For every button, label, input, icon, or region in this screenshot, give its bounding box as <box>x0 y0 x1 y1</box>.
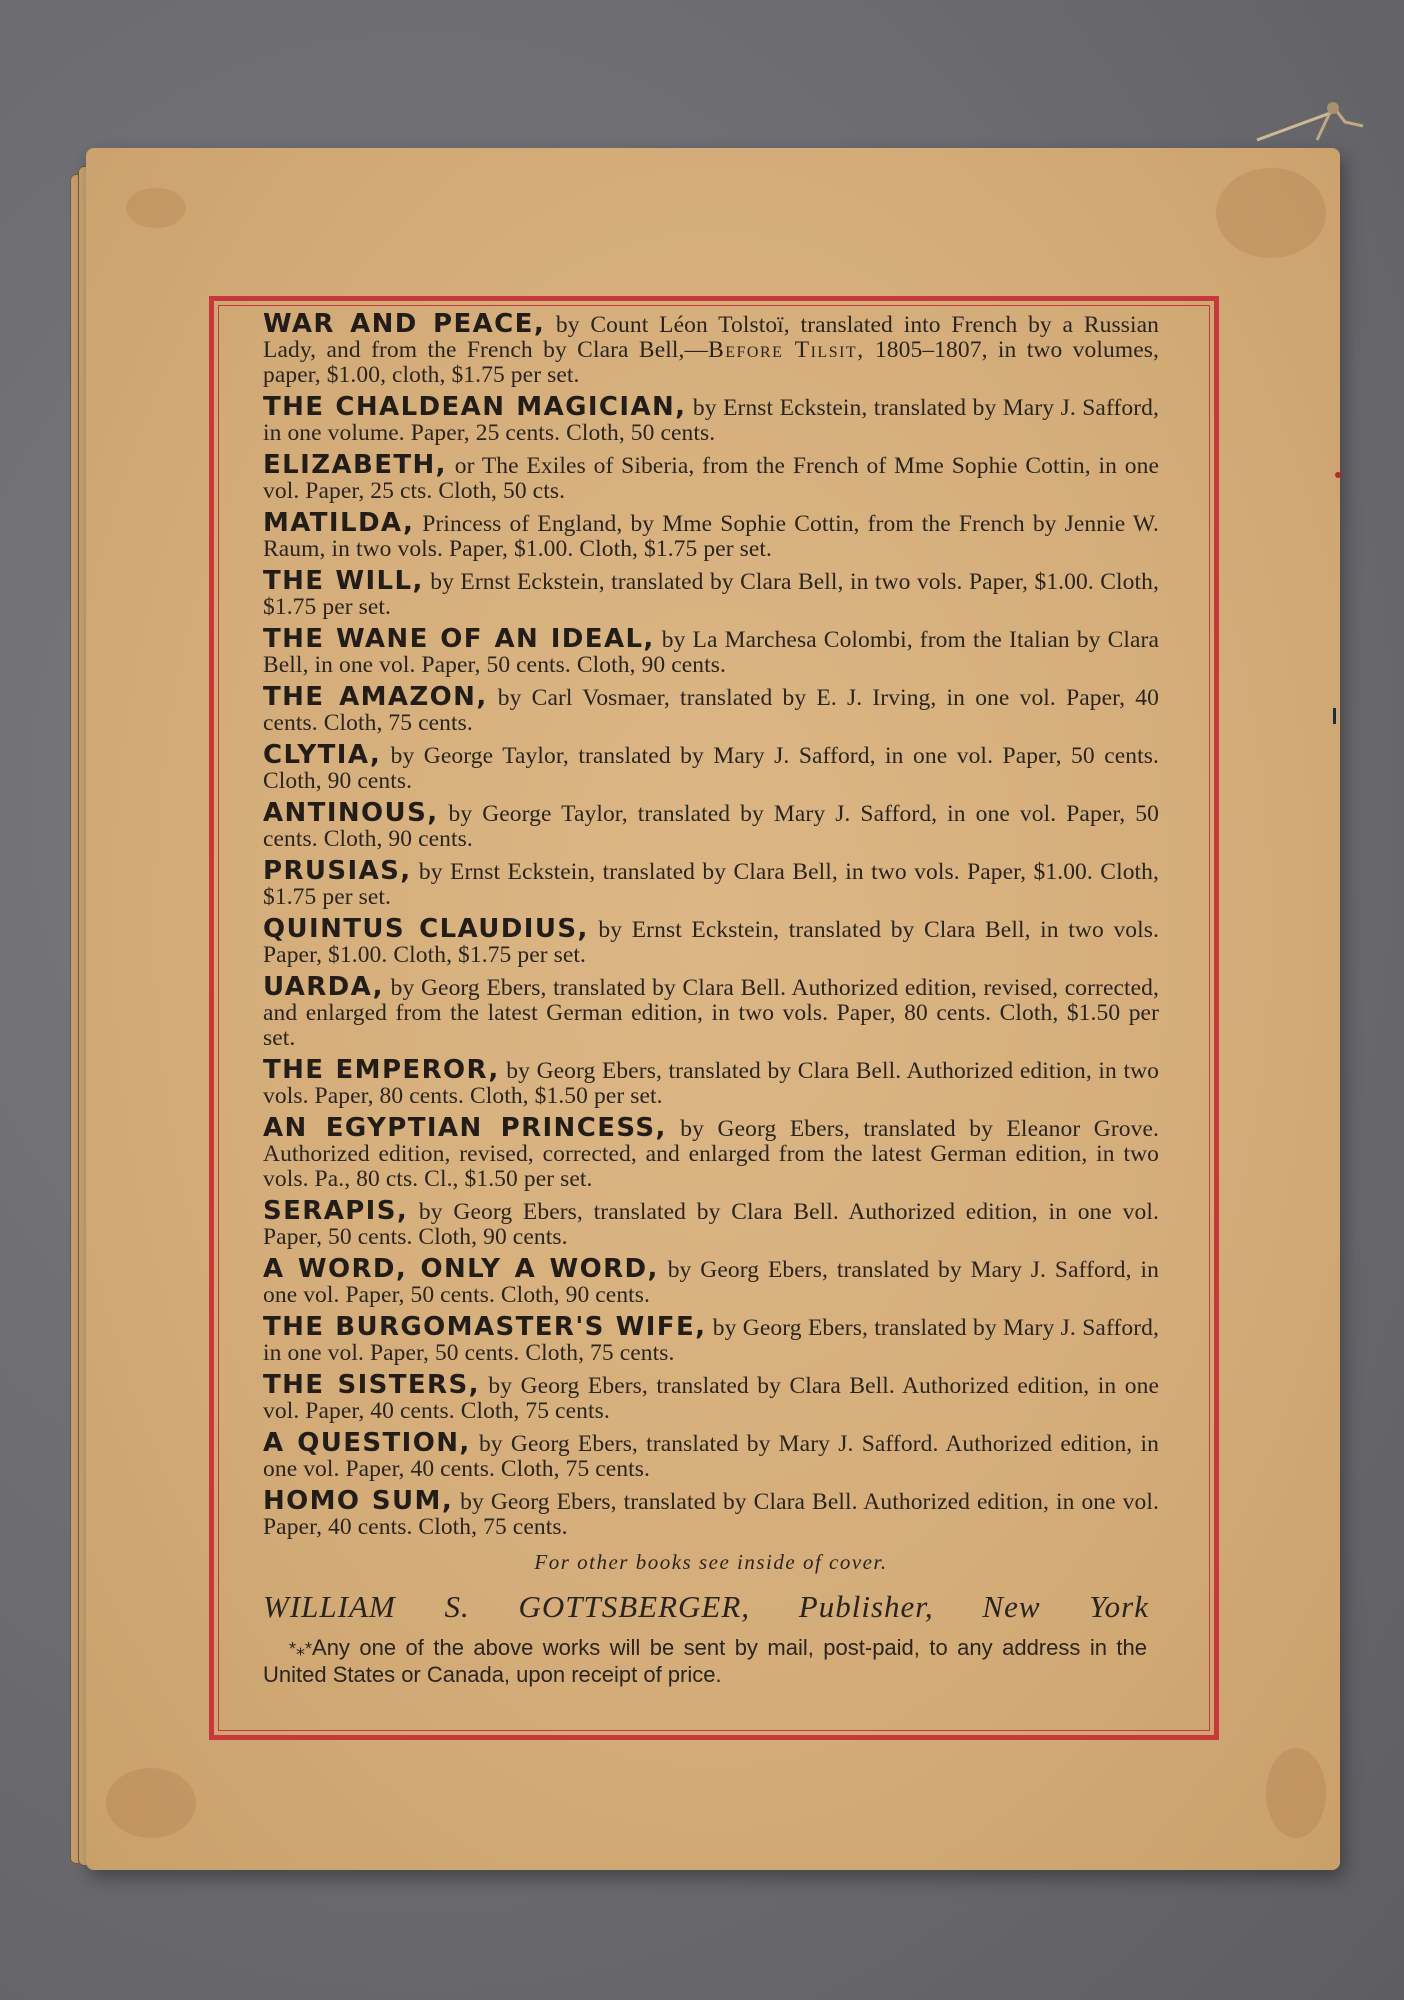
mail-note-text: Any one of the above works will be sent by mail, post-paid, to any address in the United States or Canada, upon receipt of price. <box>263 1635 1147 1687</box>
book-title: ANTINOUS, <box>263 798 439 828</box>
book-description: by Count Léon Tolstoï, translated into French by a Russian Lady, and from the French by Clara Bell,— <box>263 312 1159 363</box>
book-description: by Georg Ebers, translated by Mary J. Safford. Authorized edition, in one vol. Paper, 40 cents. Cloth, 75 cents. <box>263 1431 1159 1482</box>
paper-stain <box>106 1768 196 1838</box>
book-description: by George Taylor, translated by Mary J. Safford, in one vol. Paper, 50 cents. Cloth, 90 cents. <box>263 743 1159 794</box>
book-description: by Georg Ebers, translated by Clara Bell. Authorized edition, revised, corrected, and enlarged from the latest German edition, in two vols. Paper, 80 cents. Cloth, $1.50 per set. <box>263 975 1159 1051</box>
book-entry <box>263 1055 1160 1109</box>
book-title: THE AMAZON, <box>263 682 488 712</box>
red-speck <box>1335 472 1341 478</box>
book-description: by Ernst Eckstein, translated by Mary J. Safford, in one volume. Paper, 25 cents. Cloth, 50 cents. <box>263 395 1159 446</box>
ink-mark <box>1333 708 1336 724</box>
book-title: CLYTIA, <box>263 740 382 770</box>
book-title: MATILDA, <box>263 508 415 538</box>
asterism-icon: *⁎* <box>289 1639 313 1659</box>
book-description: by Ernst Eckstein, translated by Clara Bell, in two vols. Paper, $1.00. Cloth, $1.75 per set. <box>263 569 1159 620</box>
book-title: A WORD, ONLY A WORD, <box>263 1254 659 1284</box>
book-description: by Georg Ebers, translated by Clara Bell. Authorized edition, in one vol. Paper, 50 cents. Cloth, 90 cents. <box>263 1199 1159 1250</box>
book-title: AN EGYPTIAN PRINCESS, <box>263 1113 667 1143</box>
binding-string-icon <box>1255 92 1365 142</box>
mail-order-note <box>263 1635 1159 1687</box>
book-title: THE EMPEROR, <box>263 1055 500 1085</box>
book-entry <box>263 508 1159 562</box>
book-title: ELIZABETH, <box>263 450 447 480</box>
book-description: by Georg Ebers, translated by Clara Bell. Authorized edition, in two vols. Paper, 80 cents. Cloth, $1.50 per set. <box>263 1058 1160 1109</box>
book-entry <box>263 1428 1159 1482</box>
paper-stain <box>126 188 186 228</box>
book-price-details: 1805–1807, in two volumes, paper, $1.00, cloth, $1.75 per set. <box>263 337 1159 388</box>
book-entry <box>263 1254 1159 1308</box>
book-entry <box>263 1486 1159 1540</box>
other-books-note: For other books see inside of cover. <box>534 1550 888 1574</box>
entries-container <box>263 309 1160 1540</box>
book-description: by Ernst Eckstein, translated by Clara Bell, in two vols. Paper, $1.00. Cloth, $1.75 per set. <box>263 859 1159 910</box>
book-entry <box>263 682 1159 736</box>
book-title: HOMO SUM, <box>263 1486 454 1516</box>
publisher-line: WILLIAM S. GOTTSBERGER, Publisher, New York <box>263 1589 1149 1624</box>
book-entry <box>263 309 1159 388</box>
book-title: THE CHALDEAN MAGICIAN, <box>263 392 687 422</box>
book-entry <box>263 450 1159 504</box>
book-entry <box>263 1370 1159 1424</box>
book-title: THE SISTERS, <box>263 1370 480 1400</box>
book-entry <box>263 566 1159 620</box>
book-title: THE WILL, <box>263 566 424 596</box>
book-advertisement-list <box>263 309 1160 1687</box>
book-description: by Ernst Eckstein, translated by Clara Bell, in two vols. Paper, $1.00. Cloth, $1.75 per set. <box>263 917 1159 968</box>
book-entry <box>263 624 1159 678</box>
book-description: by Carl Vosmaer, translated by E. J. Irving, in one vol. Paper, 40 cents. Cloth, 75 cents. <box>263 685 1159 736</box>
book-title: WAR AND PEACE, <box>263 309 546 339</box>
book-entry <box>263 392 1159 446</box>
book-description: by La Marchesa Colombi, from the Italian by Clara Bell, in one vol. Paper, 50 cents. Cloth, 90 cents. <box>263 627 1159 678</box>
book-title: SERAPIS, <box>263 1196 409 1226</box>
book-subtitle: Before Tilsit, <box>708 337 865 363</box>
book-title: QUINTUS CLAUDIUS, <box>263 914 589 944</box>
book-entry <box>263 972 1159 1051</box>
book-description: by Georg Ebers, translated by Clara Bell. Authorized edition, in one vol. Paper, 40 cents. Cloth, 75 cents. <box>263 1373 1159 1424</box>
book-entry <box>263 1312 1159 1366</box>
book-description: or The Exiles of Siberia, from the French of Mme Sophie Cottin, in one vol. Paper, 25 cts. Cloth, 50 cts. <box>263 453 1159 504</box>
book-entry <box>263 1196 1159 1250</box>
book-title: THE BURGOMASTER'S WIFE, <box>263 1312 707 1342</box>
book-title: UARDA, <box>263 972 384 1002</box>
book-entry <box>263 1113 1159 1192</box>
book-title: THE WANE OF AN IDEAL, <box>263 624 655 654</box>
book-description: by George Taylor, translated by Mary J. Safford, in one vol. Paper, 50 cents. Cloth, 90 cents. <box>263 801 1159 852</box>
book-entry <box>263 740 1159 794</box>
book-title: A QUESTION, <box>263 1428 471 1458</box>
book-description: by Georg Ebers, translated by Mary J. Safford, in one vol. Paper, 50 cents. Cloth, 75 cents. <box>263 1315 1159 1366</box>
book-description: by Georg Ebers, translated by Clara Bell. Authorized edition, in one vol. Paper, 40 cents. Cloth, 75 cents. <box>263 1489 1159 1540</box>
book-entry <box>263 856 1159 910</box>
book-entry <box>263 798 1159 852</box>
paper-stain <box>1266 1748 1326 1838</box>
book-description: by Georg Ebers, translated by Mary J. Safford, in one vol. Paper, 50 cents. Cloth, 90 cents. <box>263 1257 1159 1308</box>
paper-stain <box>1216 168 1326 258</box>
book-description: Princess of England, by Mme Sophie Cottin, from the French by Jennie W. Raum, in two vols. Paper, $1.00. Cloth, $1.75 per set. <box>263 511 1159 562</box>
book-title: PRUSIAS, <box>263 856 412 886</box>
book-entry <box>263 914 1159 968</box>
book-description: by Georg Ebers, translated by Eleanor Grove. Authorized edition, revised, corrected, and enlarged from the latest German edition, in two vols. Pa., 80 cts. Cl., $1.50 per set. <box>263 1116 1159 1192</box>
